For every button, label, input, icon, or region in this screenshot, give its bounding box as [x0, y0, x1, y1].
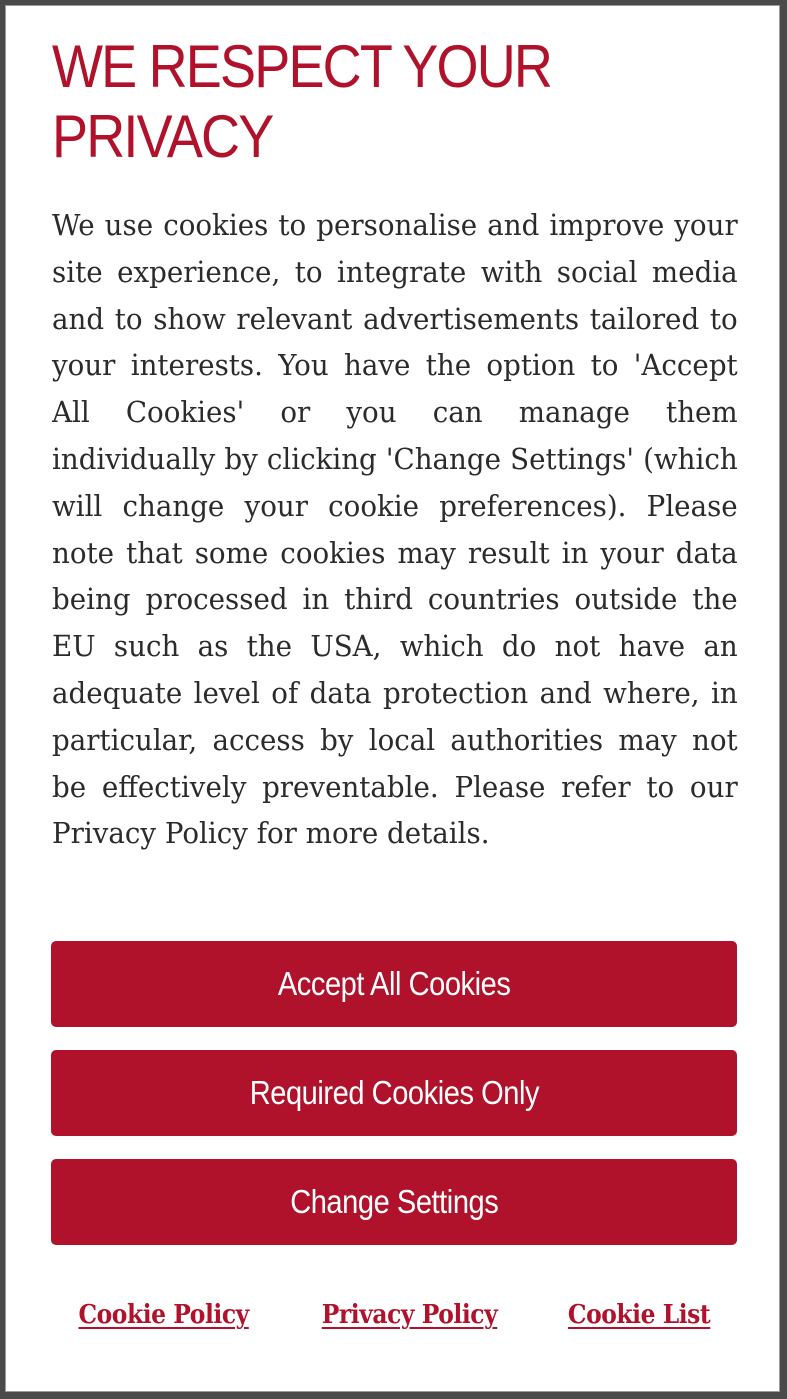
accept-all-cookies-label: Accept All Cookies	[277, 965, 511, 1002]
cookie-policy-link[interactable]: Cookie Policy	[78, 1300, 250, 1330]
change-settings-label: Change Settings	[289, 1183, 499, 1220]
cookie-consent-dialog	[5, 5, 780, 1392]
required-cookies-only-label: Required Cookies Only	[249, 1074, 539, 1111]
consent-description: We use cookies to personalise and improve your site experience, to integrate with social media and to show relevant advertisements tailored to your interests. You have the option to 'Accept All Cookies' or you can manage them individually by clicking 'Change Settings' (which will change your cookie preferences). Please note that some cookies may result in your data being processed in third countries outside the EU such as the USA, which do not have an adequate level of data protection and where, in particular, access by local authorities may not be effectively preventable. Please refer to our Privacy Policy for more details.	[52, 208, 738, 851]
change-settings-button[interactable]	[51, 1159, 737, 1245]
consent-content	[52, 6, 738, 857]
privacy-policy-link[interactable]: Privacy Policy	[321, 1300, 497, 1330]
consent-title: WE RESPECT YOUR PRIVACY	[52, 33, 552, 170]
accept-all-cookies-button[interactable]	[51, 941, 737, 1027]
policy-links	[6, 1300, 781, 1330]
consent-button-group	[51, 941, 737, 1268]
required-cookies-only-button[interactable]	[51, 1050, 737, 1136]
cookie-list-link[interactable]: Cookie List	[567, 1300, 710, 1330]
